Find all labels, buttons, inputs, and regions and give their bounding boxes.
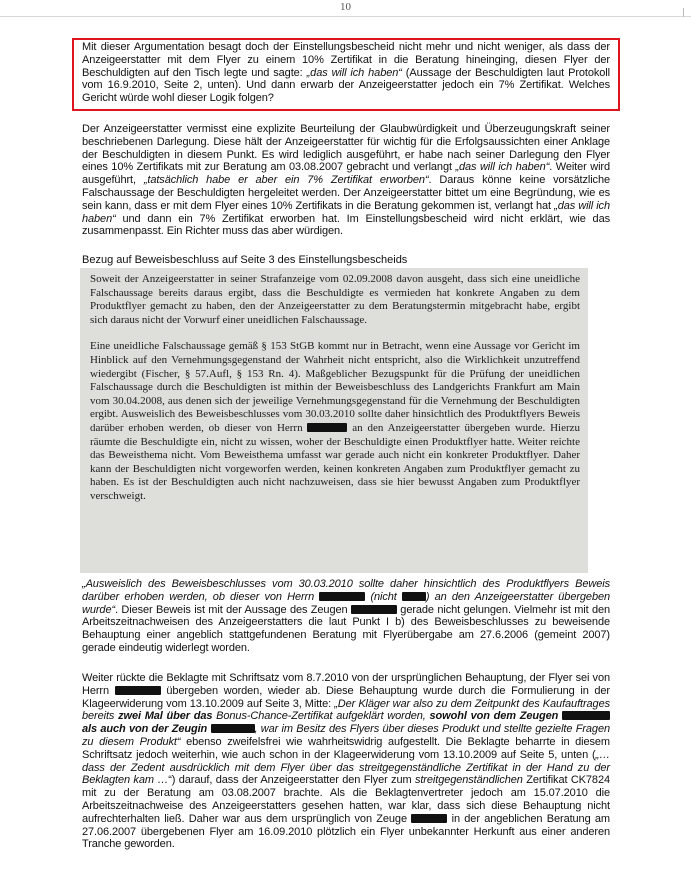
redaction [402,592,426,601]
redaction [351,605,397,614]
scanned-excerpt [80,268,588,573]
paragraph-credibility: Der Anzeigeerstatter vermisst eine explizite Beurteilung der Glaubwürdigkeit und Überzeugungskraft seiner beschriebenen Darlegung. Diese hält der Anzeigeerstatter für wichtig für die Erfolgsaussichten einer Anklage der Beschuldigten in diesem Punkt. Es wird lediglich ausgeführt, er habe nach seiner Darlegung den Flyer eines 10% Zertifikats mit zur Beratung am 03.08.2007 gebracht und verlangt „das will ich haben“. Weiter wird ausgeführt, „tatsächlich habe er aber ein 7% Zertifikat erworben“. Daraus könne keine vorsätzliche Falschaussage der Beschuldigten hergeleitet werden. Der Anzeigeerstatter bittet um eine Begründung, wie es sein kann, dass er mit dem Flyer eines 10% Zertifikats in die Beratung gekommen ist, verlangt hat „das will ich haben“ und dann ein 7% Zertifikat erworben hat. Im Einstellungsbescheid wird nicht erklärt, wie das zusammenpasst. Ein Richter muss das aber würdigen. [82,123,610,238]
scan-paragraph-2: Eine uneidliche Falschaussage gemäß § 153 StGB kommt nur in Betracht, wenn eine Aussage vor Gericht im Hinblick auf den Vernehmungsgegenstand der Wahrheit nicht entspricht, also die Wirklichkeit unzutreffend wiedergibt (Fischer, § 57.Aufl, § 153 Rn. 4). Maßgeblicher Bezugspunkt für die Prüfung der uneidlichen Falschaussage durch die Beschuldigten ist mithin der Beweisbeschluss des Landgerichts Frankfurt am Main vom 30.04.2008, aus denen sich der jeweilige Vernehmungsgegenstand für die Vernehmung der Beschuldigten ergibt. Ausweislich des Beweisbeschlusses vom 30.03.2010 sollte daher hinsichtlich des Produktflyers Beweis darüber erhoben werden, ob dieser von Herrn an den Anzeigeerstatter übergeben wurde. Hierzu räumte die Beschuldigte ein, nicht zu wissen, woher der Beschuldigte einen Produktflyer hatte. Weiter reichte das Beweisthema nicht. Vom Beweisthema umfasst war gerade auch nicht ein konkreter Produktflyer. Daher kann der Beschuldigten nicht vorgeworfen werden, keinen konkreten Angaben zum Produktflyer gemacht zu haben. Es ist der Beschuldigten auch nicht nachzuweisen, dass sie hier bewusst Angaben zum Produktflyer verschweigt. [90,340,580,502]
redaction [562,711,610,720]
redaction [319,592,365,601]
highlighted-paragraph: Mit dieser Argumentation besagt doch der Einstellungsbescheid nicht mehr und nicht weniger, als dass der Anzeigeerstatter mit dem Flyer zu einem 10% Zertifikat in die Beratung hineinging, diesen Flyer der Beschuldigten auf den Tisch legte und sagte: „das will ich haben“ (Aussage der Beschuldigten laut Protokoll vom 16.9.2010, Seite 2, unten). Und dann erwarb der Anzeigeerstatter jedoch ein 7% Zertifikat. Welches Gericht würde wohl dieser Logik folgen? [82,41,610,105]
corner-mark [683,8,684,17]
section-heading: Bezug auf Beweisbeschluss auf Seite 3 des Einstellungsbescheids [82,254,408,266]
paragraph-evidence: „Ausweislich des Beweisbeschlusses vom 30.03.2010 sollte daher hinsichtlich des Produktflyers Beweis darüber erhoben werden, ob dieser von Herrn (nicht ) an den Anzeigeerstatter übergeben wurde“. Dieser Beweis ist mit der Aussage des Zeugen gerade nicht gelungen. Vielmehr ist mit den Arbeitszeitnachweisen des Anzeigeerstatters die laut Punkt I b) des Beweisbeschlusses zu beweisende Behauptung einer angeblich stattgefundenen Beratung mit Flyerübergabe am 27.6.2006 (gemeint 2007) gerade eindeutig widerlegt worden. [82,578,611,654]
paragraph-defendant: Weiter rückte die Beklagte mit Schriftsatz vom 8.7.2010 von der ursprünglichen Behauptung, der Flyer sei von Herrn übergeben worden, wieder ab. Diese Behauptung wurde durch die Formulierung in der Klageerwiderung vom 13.10.2009 auf Seite 3, Mitte: „Der Kläger war also zu dem Zeitpunkt des Kaufauftrages bereits zwei Mal über das Bonus-Chance-Zertifikat aufgeklärt worden, sowohl von dem Zeugen als auch von der Zeugin , war im Besitz des Flyers über dieses Produkt und stellte gezielte Fragen zu diesem Produkt“ ebenso zweifelsfrei wie wahrheitswidrig aufgestellt. Die Beklagte beharrte in diesem Schriftsatz jedoch weiterhin, wie auch schon in der Klageerwiderung vom 13.10.2009 auf Seite 5, unten („… dass der Zedent ausdrücklich mit dem Flyer über das streitgegenständliche Zertifikat in der Hand zu der Beklagten kam …“) darauf, dass der Anzeigeerstatter den Flyer zum streitgegenständlichen Zertifikat CK7824 mit zu der Beratung am 03.08.2007 brachte. Als die Beklagtenvertreter jedoch am 15.07.2010 die Arbeitszeitnachweise des Anzeigeerstatters gesehen hatten, war klar, dass sich diese Behauptung nicht aufrechterhalten ließ. Daher war aus dem ursprünglich von Zeuge in der angeblichen Beratung am 27.06.2007 übergebenen Flyer am 16.09.2010 plötzlich ein Flyer unbekannter Herkunft aus einer anderen Tranche geworden. [82,672,610,851]
header-rule [0,16,691,17]
redaction [211,724,255,733]
scan-paragraph-1: Soweit der Anzeigeerstatter in seiner Strafanzeige vom 02.09.2008 davon ausgeht, dass sich eine uneidliche Falschaussage bereits daraus ergibt, dass die Beschuldigte es vermieden hat konkrete Angaben zu dem Produktflyer gemacht zu haben, den der Anzeigeerstatter zu dem Beratungstermin mitgebracht habe, ergibt sich daraus nicht der Vorwurf einer uneidlichen Falschaussage. [90,273,580,326]
page-number: 10 [340,1,351,13]
redaction [307,423,347,432]
redaction [411,814,447,823]
scanned-excerpt-text [90,273,580,504]
redaction [115,686,161,695]
